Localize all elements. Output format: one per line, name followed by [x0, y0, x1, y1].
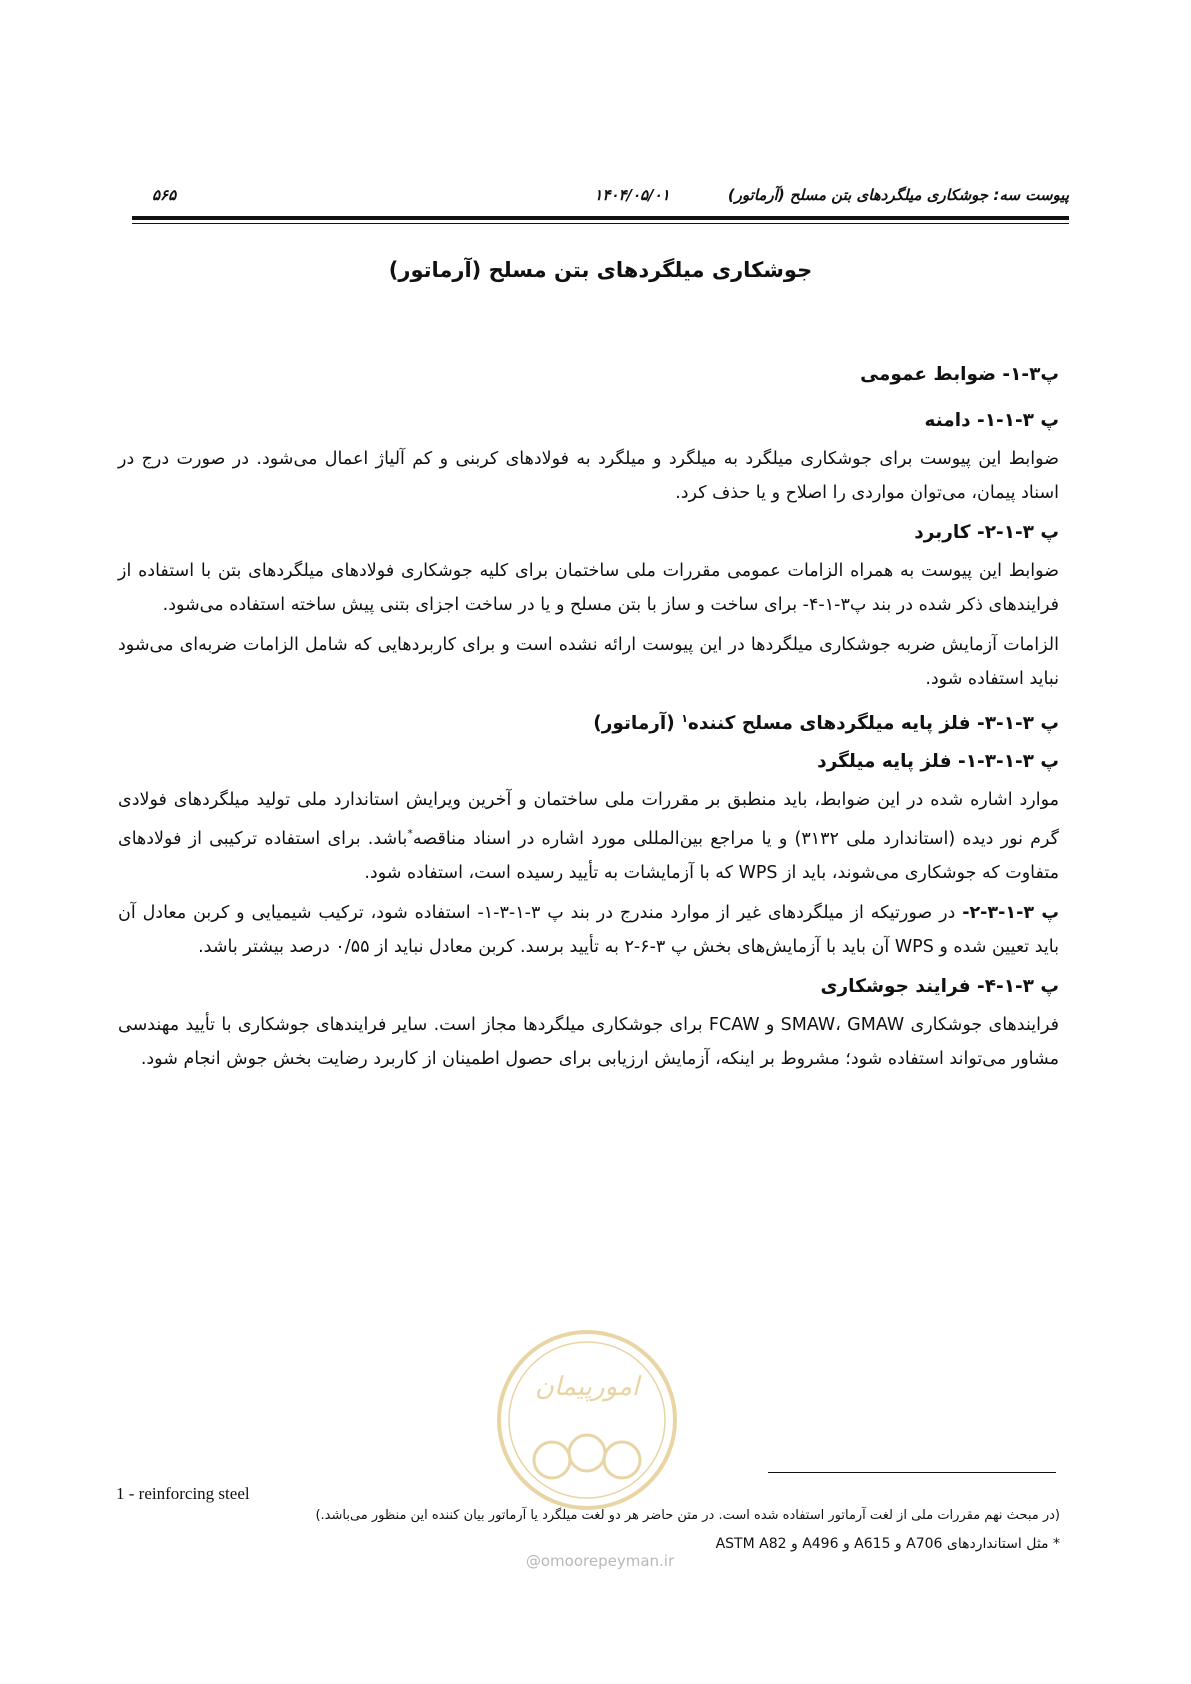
header-title: پیوست سه: جوشکاری میلگردهای بتن مسلح (آرماتور): [727, 186, 1069, 204]
footnote-3: * مثل استانداردهای A706 و A615 و A496 و ASTM A82: [715, 1536, 1060, 1552]
header-rule-thick: [132, 216, 1069, 220]
watermark-logo-text: امورپیمان: [534, 1372, 640, 1402]
clause-label: پ ۳-۱-۳-۲-: [962, 902, 1059, 923]
document-title: جوشکاری میلگردهای بتن مسلح (آرماتور): [388, 258, 813, 282]
paragraph-rebar-part-a: موارد اشاره شده در این ضوابط، باید منطبق بر مقررات ملی ساختمان و آخرین ویرایش استاندارد ملی تولید میلگردهای فولادی گرم نور دیده (استاندارد ملی ۳۱۳۲) و یا مراجع بین‌المللی مورد اشاره در اسناد مناقصه: [118, 790, 1059, 849]
section-heading-general: پ۳-۱- ضوابط عمومی: [860, 364, 1059, 385]
clause-text: در صورتیکه از میلگردهای غیر از موارد مندرج در بند پ ۳-۱-۳-۱- استفاده شود، ترکیب شیمیایی و کربن معادل آن باید تعیین شده و WPS آن باید با آزمایش‌های بخش پ ۳-۶-۲ به تأیید برسد. کربن معادل نباید از ۰/۵۵ درصد بیشتر باشد.: [118, 902, 1059, 957]
paragraph-rebar-part-b: باشد. برای استفاده ترکیبی از فولادهای متفاوت که جوشکاری می‌شوند، باید از WPS که با آزمایشات به تأیید رسیده است، استفاده شود.: [118, 828, 1059, 883]
header-rule-thin: [132, 223, 1069, 224]
footnote-ref-1: ۱: [681, 712, 688, 725]
paragraph-impact-test: الزامات آزمایش ضربه جوشکاری میلگردها در این پیوست ارائه نشده است و برای کاربردهایی که شامل الزامات ضربه‌ای می‌شود نباید استفاده شود.: [118, 635, 1059, 689]
document-body: [118, 358, 1059, 1082]
page-header: [132, 186, 1069, 212]
paragraph-rebar-base-metal: [118, 783, 1059, 890]
section-heading-welding-process: پ ۳-۱-۴- فرایند جوشکاری: [820, 975, 1059, 997]
section-heading-base-metal: [118, 702, 1059, 741]
page-number: ۵۶۵: [152, 186, 177, 204]
footnote-2: (در مبحث نهم مقررات ملی از لغت آرماتور استفاده شده است. در متن حاضر هر دو لغت میلگرد یا آرماتور بیان کننده این منظور می‌باشد.): [315, 1508, 1060, 1523]
paragraph-other-rebars: [118, 896, 1059, 964]
footnote-separator: [768, 1472, 1056, 1473]
watermark-text: @omoorepeyman.ir: [525, 1552, 675, 1570]
paragraph-welding-process: فرایندهای جوشکاری SMAW، GMAW و FCAW برای جوشکاری میلگردها مجاز است. سایر فرایندهای جوشکاری با تأیید مهندسی مشاور می‌تواند استفاده شود؛ مشروط بر اینکه، آزمایش ارزیابی برای حصول اطمینان از کاربرد رضایت بخش جوش انجام شود.: [118, 1014, 1059, 1069]
footnote-1: 1 - reinforcing steel: [116, 1484, 250, 1503]
section-heading-rebar-base-metal: پ ۳-۱-۳-۱- فلز پایه میلگرد: [817, 751, 1059, 773]
header-date: ۱۴۰۴/۰۵/۰۱: [594, 186, 670, 204]
heading-base-metal-suffix: (آرماتور): [593, 713, 682, 735]
footnote-ref-star: *: [407, 827, 413, 841]
section-heading-scope: پ ۳-۱-۱- دامنه: [924, 410, 1059, 431]
heading-base-metal-text: پ ۳-۱-۳- فلز پایه میلگردهای مسلح کننده: [687, 713, 1059, 735]
section-heading-application: پ ۳-۱-۲- کاربرد: [914, 522, 1059, 543]
watermark-logo: [492, 1325, 682, 1515]
paragraph-application: ضوابط این پیوست به همراه الزامات عمومی مقررات ملی ساختمان برای کلیه جوشکاری فولادهای میلگردهای بتن با استفاده از فرایندهای ذکر شده در بند پ۳-۱-۴- برای ساخت و ساز با بتن مسلح و یا در ساخت اجزای بتنی پیش ساخته استفاده می‌شود.: [118, 561, 1059, 615]
paragraph-scope: ضوابط این پیوست برای جوشکاری میلگرد به میلگرد و میلگرد به فولادهای کربنی و کم آلیاژ اعمال می‌شود. در صورت درج در اسناد پیمان، می‌توان مواردی را اصلاح و یا حذف کرد.: [118, 449, 1059, 503]
